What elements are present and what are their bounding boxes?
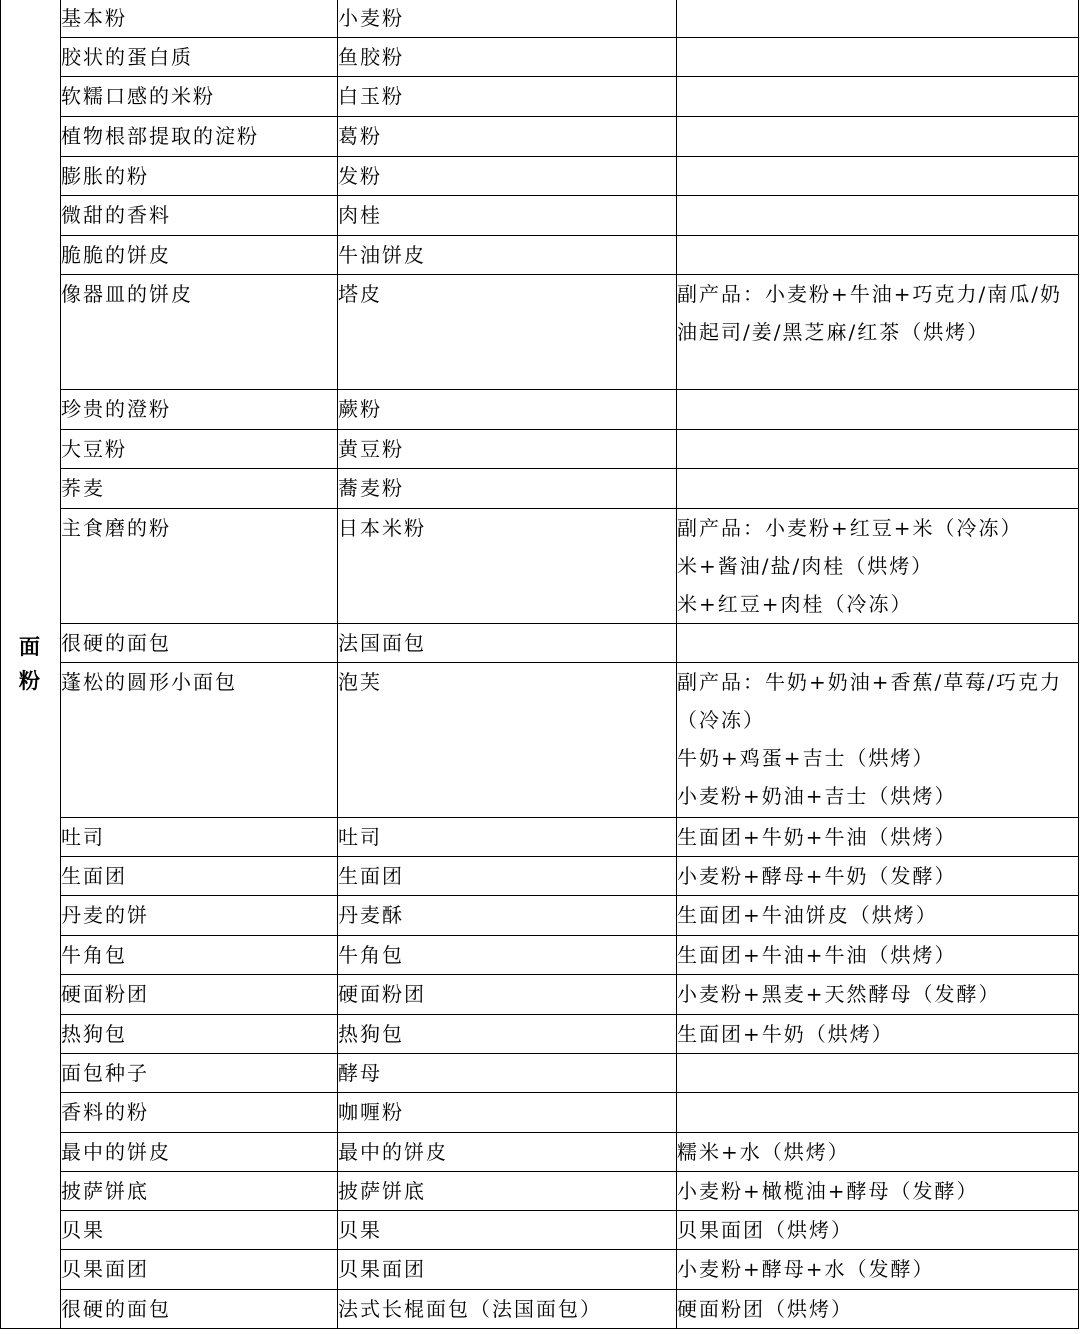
recipe-cell — [677, 430, 1079, 469]
recipe-cell — [677, 1211, 1079, 1250]
table-row — [1, 0, 1079, 38]
recipe-line: 副产品：小麦粉+红豆+米（冷冻） — [677, 516, 1023, 540]
table-row — [1, 936, 1079, 975]
item-name-cell: 吐司 — [338, 818, 677, 857]
recipe-line: 小麦粉+酵母+水（发酵） — [677, 1257, 935, 1281]
item-name-cell: 牛角包 — [338, 936, 677, 975]
description-cell: 植物根部提取的淀粉 — [61, 117, 338, 157]
recipe-cell — [677, 818, 1079, 857]
table-row — [1, 117, 1079, 157]
item-name-cell: 葛粉 — [338, 117, 677, 157]
description-cell: 微甜的香料 — [61, 196, 338, 236]
recipe-cell — [677, 236, 1079, 275]
item-name-cell: 最中的饼皮 — [338, 1133, 677, 1172]
description-cell: 面包种子 — [61, 1054, 338, 1093]
recipe-cell — [677, 624, 1079, 663]
item-name-cell: 硬面粉团 — [338, 975, 677, 1015]
recipe-line: 小麦粉+酵母+牛奶（发酵） — [677, 864, 957, 888]
table-row — [1, 1093, 1079, 1133]
category-cell — [1, 0, 61, 1329]
table-row — [1, 1211, 1079, 1250]
recipe-line: 副产品：小麦粉+牛油+巧克力/南瓜/奶油起司/姜/黑芝麻/红茶（烘烤） — [677, 282, 1062, 344]
recipe-cell — [677, 509, 1079, 624]
recipe-line: 贝果面团（烘烤） — [677, 1218, 853, 1242]
description-cell: 生面团 — [61, 857, 338, 896]
recipe-cell — [677, 936, 1079, 975]
description-cell: 吐司 — [61, 818, 338, 857]
description-cell: 大豆粉 — [61, 430, 338, 469]
table-row — [1, 1290, 1079, 1329]
table-row — [1, 77, 1079, 117]
item-name-cell: 日本米粉 — [338, 509, 677, 624]
description-cell: 最中的饼皮 — [61, 1133, 338, 1172]
table-row — [1, 236, 1079, 275]
table-row — [1, 1172, 1079, 1211]
recipe-cell — [677, 1093, 1079, 1133]
category-label: 面粉 — [19, 634, 42, 693]
item-name-cell: 肉桂 — [338, 196, 677, 236]
table-row — [1, 469, 1079, 509]
item-name-cell: 丹麦酥 — [338, 896, 677, 936]
table-row — [1, 1015, 1079, 1054]
table-row — [1, 818, 1079, 857]
recipe-cell — [677, 117, 1079, 157]
description-cell: 脆脆的饼皮 — [61, 236, 338, 275]
recipe-line: 生面团+牛油+牛油（烘烤） — [677, 943, 957, 967]
table-body — [1, 0, 1079, 1329]
recipe-cell — [677, 1172, 1079, 1211]
description-cell: 贝果 — [61, 1211, 338, 1250]
description-cell: 香料的粉 — [61, 1093, 338, 1133]
table-row — [1, 157, 1079, 196]
description-cell: 丹麦的饼 — [61, 896, 338, 936]
description-cell: 牛角包 — [61, 936, 338, 975]
description-cell: 很硬的面包 — [61, 1290, 338, 1329]
item-name-cell: 鱼胶粉 — [338, 38, 677, 77]
description-cell: 披萨饼底 — [61, 1172, 338, 1211]
item-name-cell: 贝果面团 — [338, 1250, 677, 1290]
recipe-cell — [677, 390, 1079, 430]
recipe-line: 硬面粉团（烘烤） — [677, 1297, 853, 1321]
recipe-cell — [677, 469, 1079, 509]
table-row — [1, 857, 1079, 896]
table-row — [1, 38, 1079, 77]
item-name-cell: 披萨饼底 — [338, 1172, 677, 1211]
item-name-cell: 小麦粉 — [338, 0, 677, 38]
recipe-cell — [677, 0, 1079, 38]
table-row — [1, 509, 1079, 624]
table-row — [1, 1133, 1079, 1172]
recipe-cell — [677, 1054, 1079, 1093]
recipe-cell — [677, 77, 1079, 117]
table-row — [1, 390, 1079, 430]
table-row — [1, 430, 1079, 469]
recipe-cell — [677, 896, 1079, 936]
recipe-line: 生面团+牛奶+牛油（烘烤） — [677, 825, 957, 849]
table-row — [1, 975, 1079, 1015]
item-name-cell: 黄豆粉 — [338, 430, 677, 469]
table-row — [1, 1250, 1079, 1290]
recipe-line: 牛奶+鸡蛋+吉士（烘烤） — [677, 746, 935, 770]
recipe-line: 生面团+牛油饼皮（烘烤） — [677, 903, 938, 927]
item-name-cell: 泡芙 — [338, 663, 677, 818]
description-cell: 蓬松的圆形小面包 — [61, 663, 338, 818]
item-name-cell: 白玉粉 — [338, 77, 677, 117]
description-cell: 硬面粉团 — [61, 975, 338, 1015]
recipe-line: 小麦粉+黑麦+天然酵母（发酵） — [677, 982, 1001, 1006]
description-cell: 很硬的面包 — [61, 624, 338, 663]
recipe-cell — [677, 663, 1079, 818]
table-row — [1, 1054, 1079, 1093]
recipe-cell — [677, 1250, 1079, 1290]
item-name-cell: 酵母 — [338, 1054, 677, 1093]
item-name-cell: 法式长棍面包（法国面包） — [338, 1290, 677, 1329]
item-name-cell: 法国面包 — [338, 624, 677, 663]
recipe-cell — [677, 975, 1079, 1015]
recipe-line: 米+酱油/盐/肉桂（烘烤） — [677, 554, 934, 578]
recipe-cell — [677, 1290, 1079, 1329]
item-name-cell: 蕨粉 — [338, 390, 677, 430]
description-cell: 膨胀的粉 — [61, 157, 338, 196]
recipe-cell — [677, 1133, 1079, 1172]
description-cell: 像器皿的饼皮 — [61, 275, 338, 390]
description-cell: 珍贵的澄粉 — [61, 390, 338, 430]
recipe-line: 小麦粉+橄榄油+酵母（发酵） — [677, 1179, 979, 1203]
recipe-line: 米+红豆+肉桂（冷冻） — [677, 592, 913, 616]
description-cell: 软糯口感的米粉 — [61, 77, 338, 117]
recipe-cell — [677, 1015, 1079, 1054]
recipe-line: 生面团+牛奶（烘烤） — [677, 1022, 894, 1046]
item-name-cell: 发粉 — [338, 157, 677, 196]
table-row — [1, 896, 1079, 936]
item-name-cell: 咖喱粉 — [338, 1093, 677, 1133]
recipe-cell — [677, 857, 1079, 896]
table-row — [1, 624, 1079, 663]
recipe-line: 糯米+水（烘烤） — [677, 1140, 850, 1164]
description-cell: 基本粉 — [61, 0, 338, 38]
item-name-cell: 牛油饼皮 — [338, 236, 677, 275]
description-cell: 胶状的蛋白质 — [61, 38, 338, 77]
item-name-cell: 蕎麦粉 — [338, 469, 677, 509]
description-cell: 热狗包 — [61, 1015, 338, 1054]
item-name-cell: 热狗包 — [338, 1015, 677, 1054]
recipe-line: 副产品：牛奶+奶油+香蕉/草莓/巧克力（冷冻） — [677, 670, 1062, 732]
table-row — [1, 196, 1079, 236]
item-name-cell: 贝果 — [338, 1211, 677, 1250]
item-name-cell: 生面团 — [338, 857, 677, 896]
table-row — [1, 275, 1079, 390]
recipe-cell — [677, 38, 1079, 77]
recipe-cell — [677, 275, 1079, 390]
description-cell: 荞麦 — [61, 469, 338, 509]
description-cell: 贝果面团 — [61, 1250, 338, 1290]
recipe-line: 小麦粉+奶油+吉士（烘烤） — [677, 784, 957, 808]
item-name-cell: 塔皮 — [338, 275, 677, 390]
table-row — [1, 663, 1079, 818]
description-cell: 主食磨的粉 — [61, 509, 338, 624]
recipe-cell — [677, 196, 1079, 236]
recipe-cell — [677, 157, 1079, 196]
